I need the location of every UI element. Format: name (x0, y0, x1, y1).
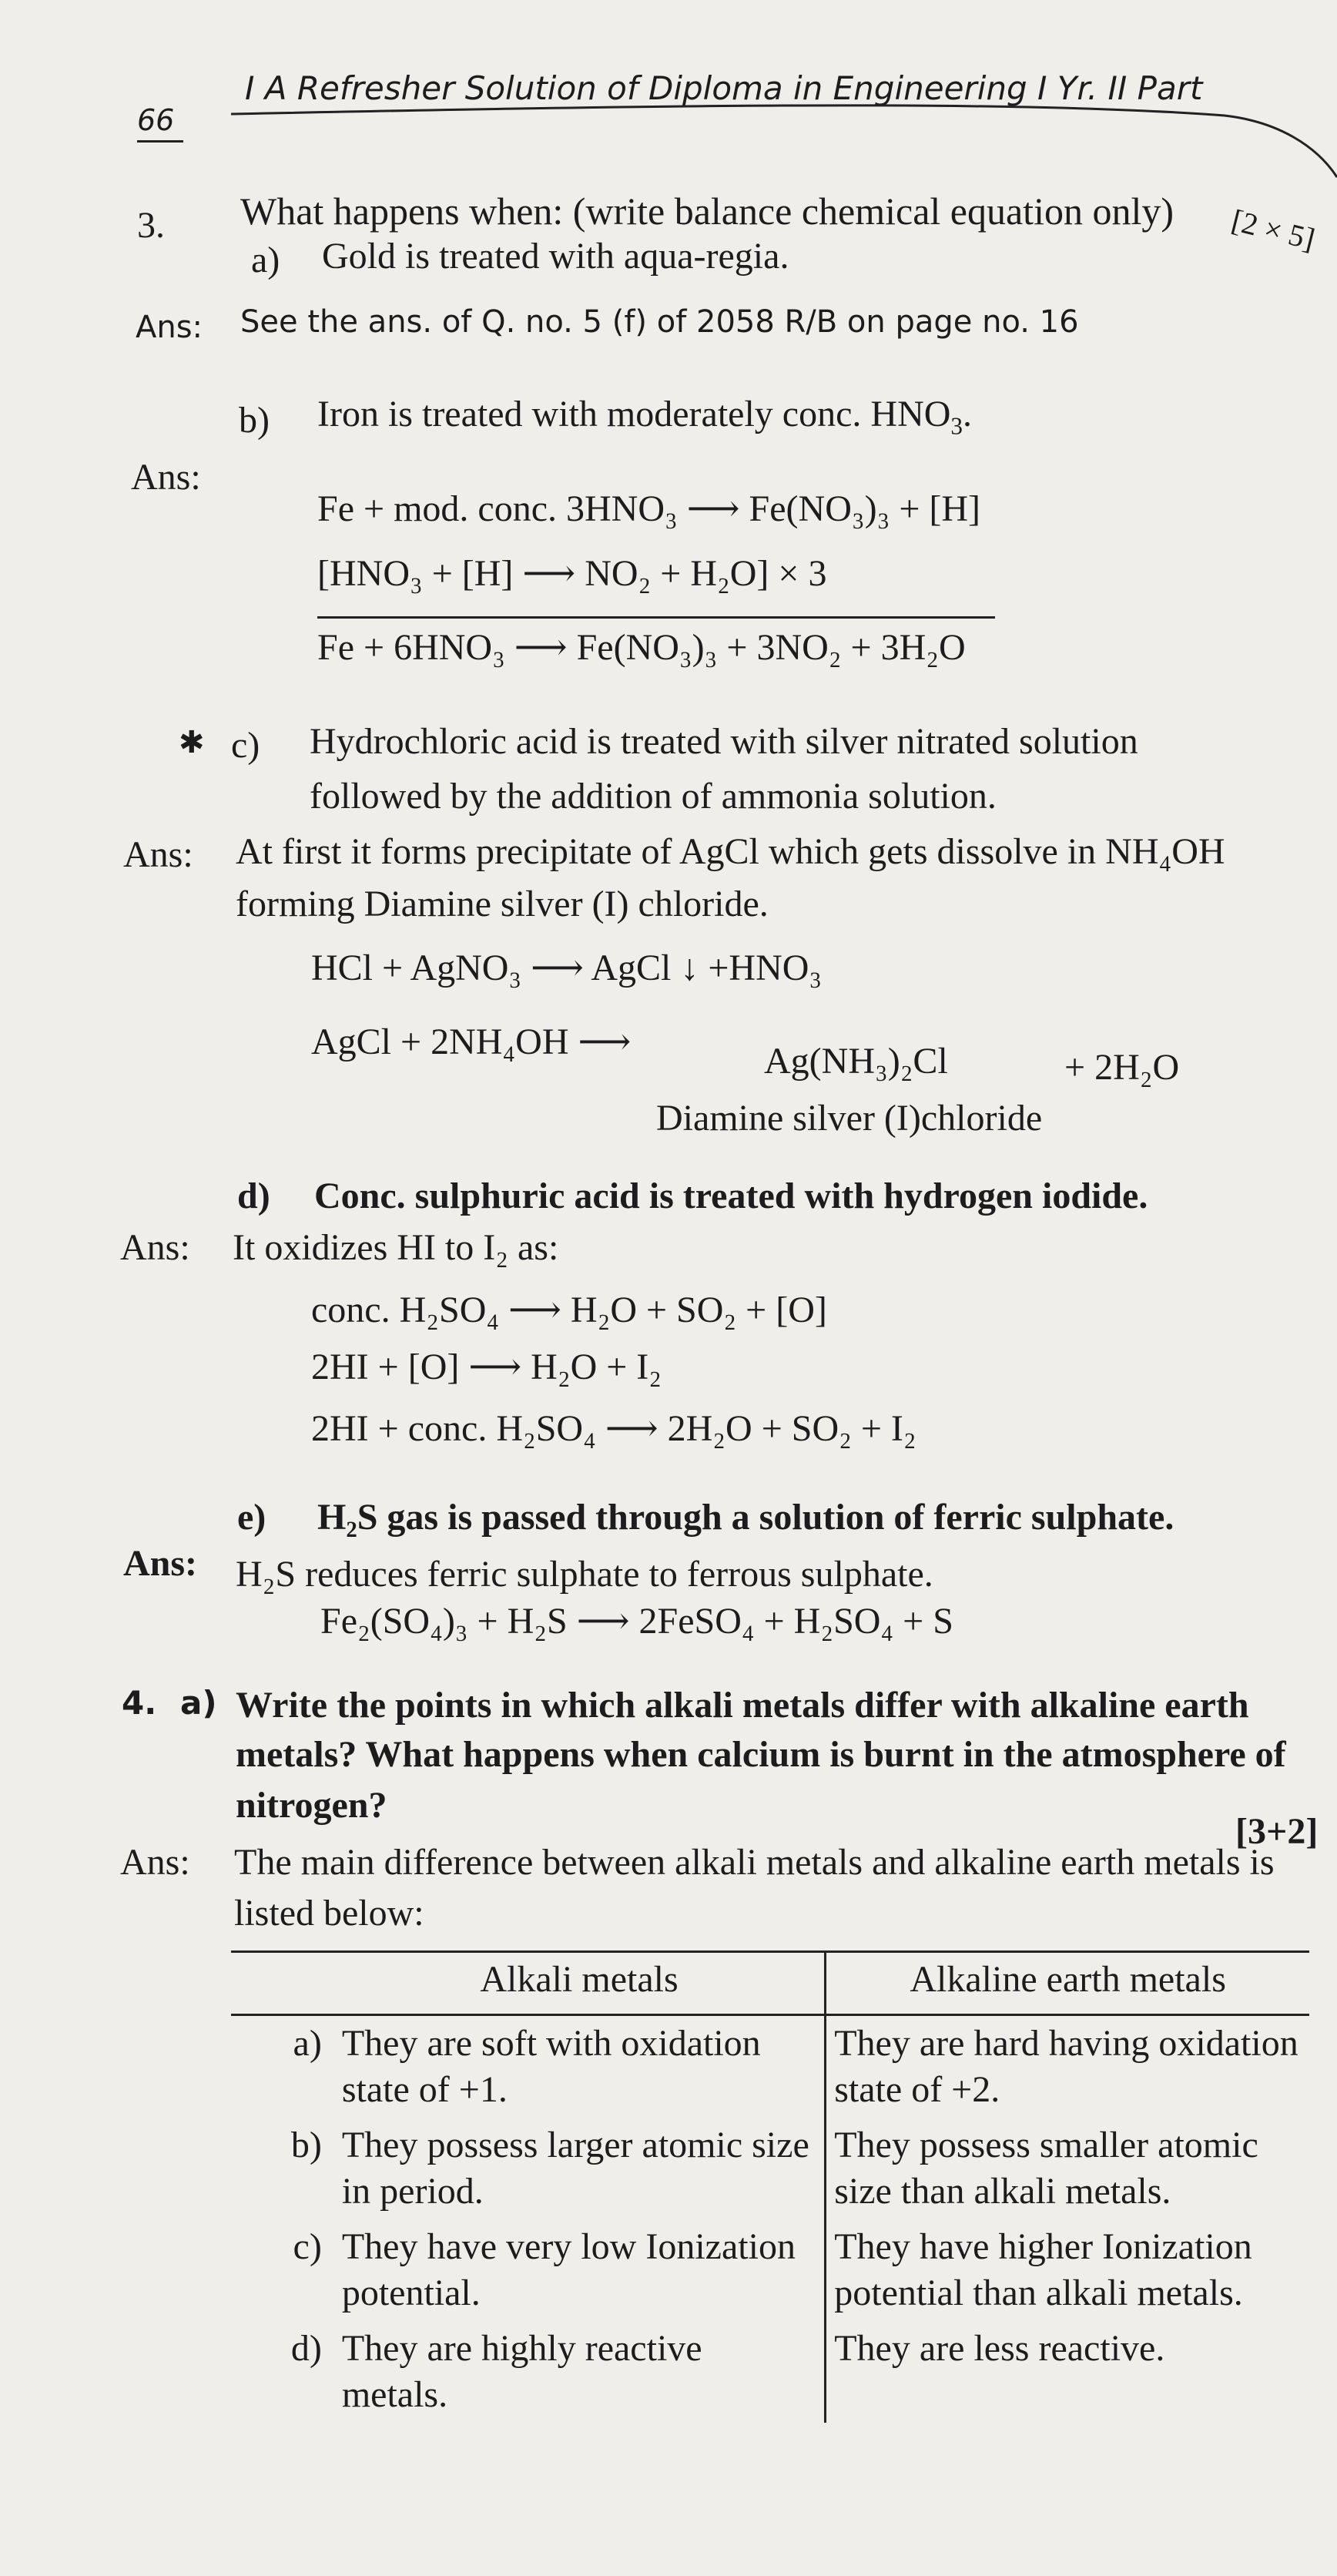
q3e-ans-label: Ans: (123, 1543, 198, 1584)
q3c-eq2-caption: Diamine silver (I)chloride (656, 1098, 1043, 1139)
q3b-eq1: Fe + mod. conc. 3HNO₃ ⟶ Fe(NO₃)₃ + [H] (317, 488, 981, 529)
q3d-ans-label: Ans: (120, 1227, 190, 1268)
alkali-cell: They are soft with oxidation state of +1. (334, 2015, 826, 2118)
header-rule (231, 92, 1337, 185)
table-row (231, 2118, 1309, 2219)
q3e-eq1: Fe₂(SO₄)₃ + H₂S ⟶ 2FeSO₄ + H₂SO₄ + S (320, 1601, 953, 1642)
q3b-label: b) (239, 400, 270, 441)
page-number-underline (137, 140, 183, 143)
row-label: c) (293, 2226, 322, 2267)
q3-number: 3. (137, 205, 165, 246)
header-alkali-metals: Alkali metals (334, 1952, 826, 2015)
q3a-ans-label: Ans: (136, 310, 203, 345)
q3c-ans-label: Ans: (123, 834, 193, 875)
alkali-cell: They have very low Ionization potential. (334, 2219, 826, 2321)
q4-ans-label: Ans: (120, 1842, 190, 1883)
q4-answer-line2: listed below: (234, 1893, 424, 1934)
running-title: I A Refresher Solution of Diploma in Engineering I Yr. II Part (245, 69, 1203, 107)
alkali-cell: They possess larger atomic size in period. (334, 2118, 826, 2219)
q3b-ans-label: Ans: (131, 457, 201, 498)
alkaline-earth-cell: They have higher Ionization potential than alkali metals. (834, 2226, 1252, 2313)
page-number: 66 (137, 103, 175, 137)
q4-text-line3: nitrogen? (236, 1785, 387, 1826)
q3c-eq1: HCl + AgNO₃ ⟶ AgCl ↓ +HNO₃ (311, 948, 823, 988)
q3c-answer-line1: At first it forms precipitate of AgCl which gets dissolve in NH₄OH (236, 831, 1225, 872)
header-alkaline-earth-metals: Alkaline earth metals (826, 1952, 1309, 2015)
alkaline-earth-cell: They are less reactive. (834, 2328, 1165, 2369)
q3d-answer: It oxidizes HI to I₂ as: (233, 1227, 559, 1268)
q3b-text: Iron is treated with moderately conc. $HNO_3$. (317, 394, 972, 440)
comparison-table (231, 1952, 1309, 2423)
row-label: a) (293, 2023, 322, 2064)
q3c-text-line2: followed by the addition of ammonia solution. (310, 776, 997, 817)
table-header-row (231, 1952, 1309, 2015)
q4-text-line1: Write the points in which alkali metals differ with alkaline earth (236, 1685, 1249, 1726)
alkaline-earth-cell: They are hard having oxidation state of +2. (834, 2023, 1298, 2110)
q3-marks: [2 × 5] (1228, 202, 1319, 257)
q4-number: 4. (122, 1684, 157, 1722)
q3d-label: d) (237, 1176, 270, 1216)
q3c-answer-line2: forming Diamine silver (I) chloride. (236, 884, 769, 924)
q4-answer-line1: The main difference between alkali metals and alkaline earth metals is (234, 1842, 1275, 1883)
q3a-text: Gold is treated with aqua-regia. (322, 236, 789, 277)
alkaline-earth-cell: They possess smaller atomic size than alkali metals. (834, 2125, 1258, 2212)
q4-label: a) (180, 1684, 217, 1722)
q3a-label: a) (251, 240, 280, 280)
q3c-eq2-left: AgCl + 2NH₄OH ⟶ (311, 1021, 632, 1062)
table-row (231, 2015, 1309, 2118)
q3-text: What happens when: (write balance chemical equation only) (240, 190, 1174, 233)
q3d-text: Conc. sulphuric acid is treated with hydrogen iodide. (314, 1176, 1148, 1216)
table-row (231, 2321, 1309, 2423)
q3c-text-line1: Hydrochloric acid is treated with silver nitrated solution (310, 721, 1138, 762)
q3a-answer: See the ans. of Q. no. 5 (f) of 2058 R/B on page no. 16 (240, 304, 1079, 340)
q3e-text: H₂S gas is passed through a solution of ferric sulphate. (317, 1497, 1174, 1538)
star-mark-icon: ✱ (179, 725, 205, 760)
q3e-answer: H₂S reduces ferric sulphate to ferrous sulphate. (236, 1554, 933, 1595)
q3b-eq3: Fe + 6HNO₃ ⟶ Fe(NO₃)₃ + 3NO₂ + 3H₂O (317, 627, 966, 668)
q4-text-line2: metals? What happens when calcium is burnt in the atmosphere of (236, 1734, 1286, 1775)
q3c-eq2-product: Ag(NH₃)₂Cl (764, 1041, 948, 1082)
row-label: b) (290, 2125, 322, 2165)
q4-marks: [3+2] (1235, 1811, 1319, 1852)
table-row (231, 2219, 1309, 2321)
q3d-eq2: 2HI + [O] ⟶ H₂O + I₂ (311, 1347, 662, 1387)
q3b-eq2: [HNO₃ + [H] ⟶ NO₂ + H₂O] × 3 (317, 553, 827, 594)
q3b-sum-line (317, 616, 995, 619)
q3c-label: c) (231, 725, 260, 766)
row-label: d) (290, 2328, 322, 2369)
q3c-eq2-right: + 2H₂O (1064, 1047, 1180, 1088)
q3e-label: e) (237, 1497, 266, 1538)
header-blank-cell (231, 1952, 334, 2015)
q3d-eq1: conc. H₂SO₄ ⟶ H₂O + SO₂ + [O] (311, 1290, 827, 1330)
q3d-eq3: 2HI + conc. H₂SO₄ ⟶ 2H₂O + SO₂ + I₂ (311, 1408, 916, 1449)
alkali-cell: They are highly reactive metals. (334, 2321, 826, 2423)
